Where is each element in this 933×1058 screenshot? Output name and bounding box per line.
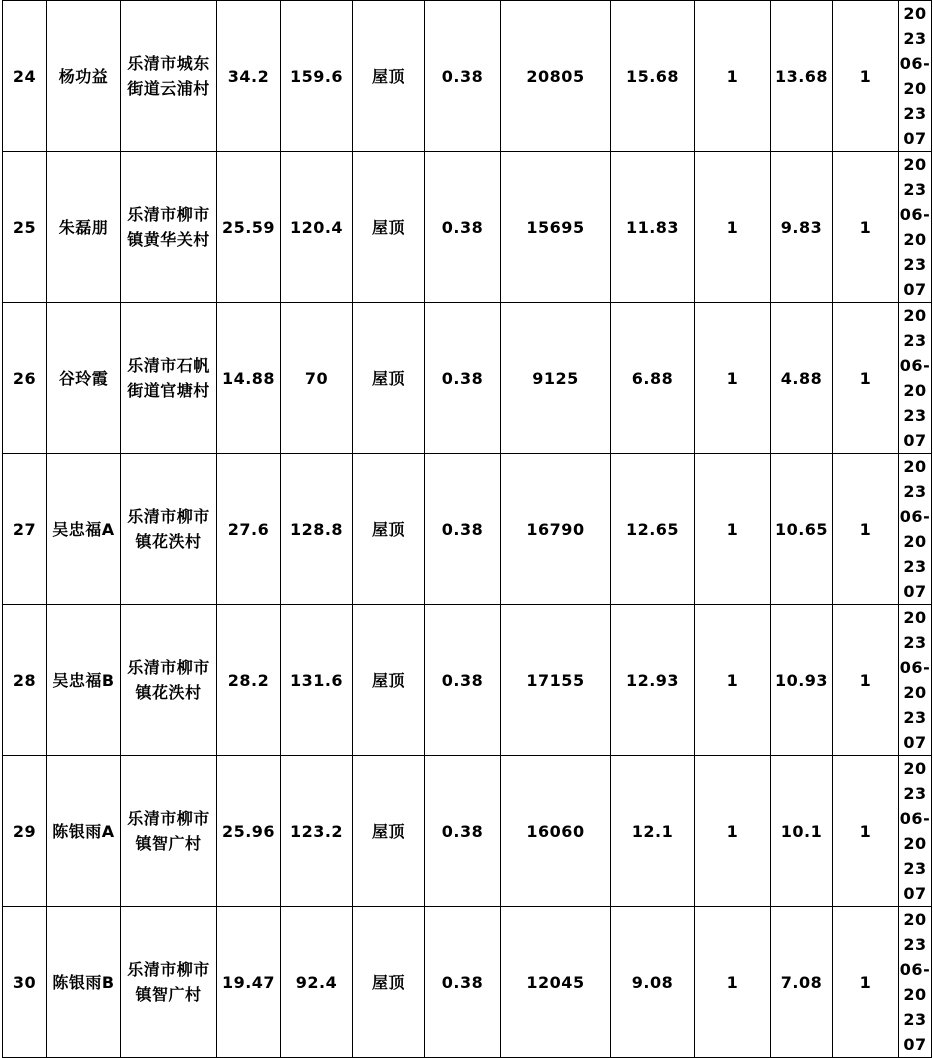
value-1: 6.88: [611, 303, 695, 454]
value-1: 12.93: [611, 605, 695, 756]
rate: 0.38: [425, 1, 501, 152]
rate: 0.38: [425, 907, 501, 1058]
value-4: 1: [833, 303, 899, 454]
generation: 20805: [501, 1, 611, 152]
row-number: 28: [3, 605, 47, 756]
period: 202306-202307: [899, 454, 932, 605]
location: 乐清市柳市镇智广村: [121, 756, 217, 907]
table-row: [3, 303, 932, 454]
capacity: 34.2: [217, 1, 281, 152]
table-row: [3, 605, 932, 756]
value-2: 1: [695, 152, 771, 303]
generation: 16060: [501, 756, 611, 907]
row-number: 30: [3, 907, 47, 1058]
row-number: 27: [3, 454, 47, 605]
row-number: 26: [3, 303, 47, 454]
value-4: 1: [833, 152, 899, 303]
value-3: 10.93: [771, 605, 833, 756]
value-4: 1: [833, 907, 899, 1058]
value-2: 1: [695, 1, 771, 152]
install-type: 屋顶: [353, 303, 425, 454]
rate: 0.38: [425, 152, 501, 303]
value-2: 1: [695, 303, 771, 454]
owner-name: 吴忠福A: [47, 454, 121, 605]
generation: 17155: [501, 605, 611, 756]
period: 202306-202307: [899, 605, 932, 756]
install-type: 屋顶: [353, 152, 425, 303]
table-row: [3, 907, 932, 1058]
area: 128.8: [281, 454, 353, 605]
install-type: 屋顶: [353, 907, 425, 1058]
capacity: 14.88: [217, 303, 281, 454]
location: 乐清市柳市镇花泆村: [121, 454, 217, 605]
value-3: 10.1: [771, 756, 833, 907]
value-3: 13.68: [771, 1, 833, 152]
location: 乐清市城东街道云浦村: [121, 1, 217, 152]
capacity: 27.6: [217, 454, 281, 605]
table-row: [3, 1, 932, 152]
install-type: 屋顶: [353, 756, 425, 907]
owner-name: 吴忠福B: [47, 605, 121, 756]
value-4: 1: [833, 756, 899, 907]
capacity: 19.47: [217, 907, 281, 1058]
row-number: 24: [3, 1, 47, 152]
value-1: 12.1: [611, 756, 695, 907]
value-2: 1: [695, 454, 771, 605]
rate: 0.38: [425, 454, 501, 605]
row-number: 25: [3, 152, 47, 303]
value-4: 1: [833, 1, 899, 152]
area: 70: [281, 303, 353, 454]
value-4: 1: [833, 605, 899, 756]
area: 131.6: [281, 605, 353, 756]
rate: 0.38: [425, 605, 501, 756]
period: 202306-202307: [899, 303, 932, 454]
value-3: 10.65: [771, 454, 833, 605]
row-number: 29: [3, 756, 47, 907]
owner-name: 杨功益: [47, 1, 121, 152]
generation: 9125: [501, 303, 611, 454]
period: 202306-202307: [899, 907, 932, 1058]
location: 乐清市柳市镇智广村: [121, 907, 217, 1058]
table-row: [3, 152, 932, 303]
generation: 16790: [501, 454, 611, 605]
generation: 12045: [501, 907, 611, 1058]
value-4: 1: [833, 454, 899, 605]
owner-name: 谷玲霞: [47, 303, 121, 454]
period: 202306-202307: [899, 152, 932, 303]
area: 159.6: [281, 1, 353, 152]
install-type: 屋顶: [353, 454, 425, 605]
capacity: 25.96: [217, 756, 281, 907]
table-row: [3, 756, 932, 907]
location: 乐清市柳市镇花泆村: [121, 605, 217, 756]
value-1: 15.68: [611, 1, 695, 152]
owner-name: 陈银雨B: [47, 907, 121, 1058]
generation: 15695: [501, 152, 611, 303]
install-type: 屋顶: [353, 605, 425, 756]
data-table: [2, 0, 932, 1058]
capacity: 25.59: [217, 152, 281, 303]
value-2: 1: [695, 907, 771, 1058]
owner-name: 朱磊朋: [47, 152, 121, 303]
period: 202306-202307: [899, 1, 932, 152]
location: 乐清市石帆街道官塘村: [121, 303, 217, 454]
value-3: 4.88: [771, 303, 833, 454]
owner-name: 陈银雨A: [47, 756, 121, 907]
value-3: 7.08: [771, 907, 833, 1058]
table-row: [3, 454, 932, 605]
capacity: 28.2: [217, 605, 281, 756]
rate: 0.38: [425, 756, 501, 907]
value-1: 9.08: [611, 907, 695, 1058]
area: 120.4: [281, 152, 353, 303]
install-type: 屋顶: [353, 1, 425, 152]
value-2: 1: [695, 605, 771, 756]
value-1: 12.65: [611, 454, 695, 605]
period: 202306-202307: [899, 756, 932, 907]
value-3: 9.83: [771, 152, 833, 303]
value-1: 11.83: [611, 152, 695, 303]
value-2: 1: [695, 756, 771, 907]
area: 123.2: [281, 756, 353, 907]
location: 乐清市柳市镇黄华关村: [121, 152, 217, 303]
area: 92.4: [281, 907, 353, 1058]
rate: 0.38: [425, 303, 501, 454]
